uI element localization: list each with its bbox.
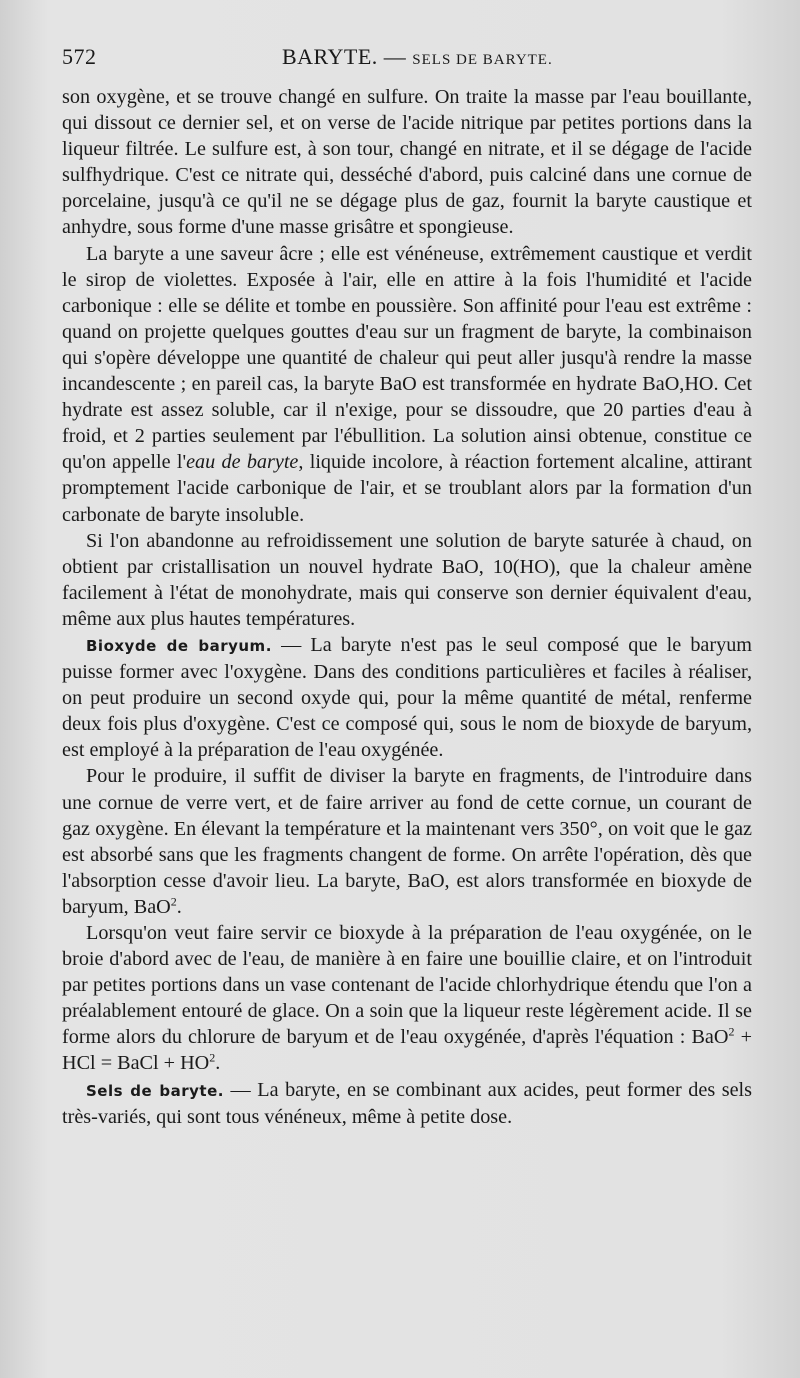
paragraph-text: La baryte a une saveur âcre ; elle est vénéneuse, extrêmement caustique et verdit le sirop de violettes. Exposée à l'air, elle en attire à la fois l'humidité et l'acide carbonique : elle se délite et tombe en poussière. Son affinité pour l'eau est extrême : quand on projette quelques gouttes d'eau sur un fragment de baryte, la combinaison qui s'opère développe une quantité de chaleur qui peut aller jusqu'à rendre la masse incandescente ; en pareil cas, la baryte BaO est transformée en hydrate BaO,HO. Cet hydrate est assez soluble, car il n'exige, pour se dissoudre, que 20 parties d'eau à froid, et 2 parties seulement par l'ébullition. La solution ainsi obtenue, constitue ce qu'on appelle l' <box>62 242 752 474</box>
section-heading: Bioxyde de baryum. <box>86 636 272 655</box>
running-head-title: BARYTE. <box>282 44 378 69</box>
paragraph-eau-oxygenee <box>62 920 752 1077</box>
equation-part: . <box>215 1052 221 1075</box>
italic-term: eau de baryte <box>186 451 299 474</box>
superscript: 2 <box>170 894 177 909</box>
running-head <box>282 44 553 70</box>
paragraph-hydrate <box>62 528 752 632</box>
page-body <box>62 84 752 1130</box>
paragraph-text: . <box>176 895 182 918</box>
page-number: 572 <box>62 44 97 69</box>
paragraph-text: — La baryte, en se combinant aux acides, peut former des sels très-variés, qui sont tous vénéneux, même à petite dose. <box>62 1078 752 1128</box>
equation-part: BaO <box>691 1026 729 1049</box>
paragraph-text: Si l'on abandonne au refroidissement une solution de baryte saturée à chaud, on obtient par cristallisation un nouvel hydrate BaO, 10(HO), que la chaleur amène facilement à l'état de monohydrate, mais qui conserve son dernier équivalent d'eau, même aux plus hautes températures. <box>62 529 752 630</box>
paragraph-text: , liquide incolore, à réaction fortement alcaline, attirant promptement l'acide carbonique de l'air, et se troublant alors par la formation d'un carbonate de baryte insoluble. <box>62 451 752 526</box>
paragraph-bioxyde <box>62 632 752 763</box>
running-head-subtitle: SELS DE BARYTE. <box>412 52 553 68</box>
superscript: 2 <box>728 1024 735 1039</box>
page-header <box>62 44 752 74</box>
paragraph-sulfure <box>62 84 752 241</box>
paragraph-text: Pour le produire, il suffit de diviser la baryte en fragments, de l'introduire dans une cornue de verre vert, et de faire arriver au fond de cette cornue, un courant de gaz oxygène. En élevant la température et la maintenant vers 350°, on voit que le gaz est absorbé sans que les fragments changent de forme. On arrête l'opération, dès que l'absorption cesse d'avoir lieu. La baryte, BaO, est alors transformée en bioxyde de baryum, BaO <box>62 765 752 918</box>
equation-part: + HCl = BaCl + HO <box>62 1026 753 1075</box>
paragraph-proprietes <box>62 241 752 528</box>
paragraph-text: Lorsqu'on veut faire servir ce bioxyde à la préparation de l'eau oxygénée, on le broie d'abord avec de l'eau, de manière à en faire une bouillie claire, et on l'introduit par petites portions dans un vase contenant de l'acide chlorhydrique étendu que l'on a préalablement entouré de glace. On a soin que la liqueur reste légèrement acide. Il se forme alors du chlorure de baryum et de l'eau oxygénée, d'après l'équation : <box>62 922 752 1049</box>
superscript: 2 <box>209 1050 216 1065</box>
running-head-dash: — <box>383 44 407 69</box>
section-heading: Sels de baryte. <box>86 1081 224 1100</box>
paragraph-sels <box>62 1077 752 1130</box>
paragraph-text: — La baryte n'est pas le seul composé que le baryum puisse former avec l'oxygène. Dans des conditions particulières et faciles à réaliser, on peut produire un second oxyde qui, pour la même quantité de métal, renferme deux fois plus d'oxygène. C'est ce composé qui, sous le nom de bioxyde de baryum, est employé à la préparation de l'eau oxygénée. <box>62 633 752 762</box>
paragraph-production <box>62 763 752 920</box>
paragraph-text: son oxygène, et se trouve changé en sulfure. On traite la masse par l'eau bouillante, qui dissout ce dernier sel, et on verse de l'acide nitrique par petites portions dans la liqueur filtrée. Le sulfure est, à son tour, changé en nitrate, et il se dégage de l'acide sulfhydrique. C'est ce nitrate qui, desséché d'abord, puis calciné dans une cornue de porcelaine, jusqu'à ce qu'il ne se dégage plus de gaz, fournit la baryte caustique et anhydre, sous forme d'une masse grisâtre et spongieuse. <box>62 86 752 239</box>
